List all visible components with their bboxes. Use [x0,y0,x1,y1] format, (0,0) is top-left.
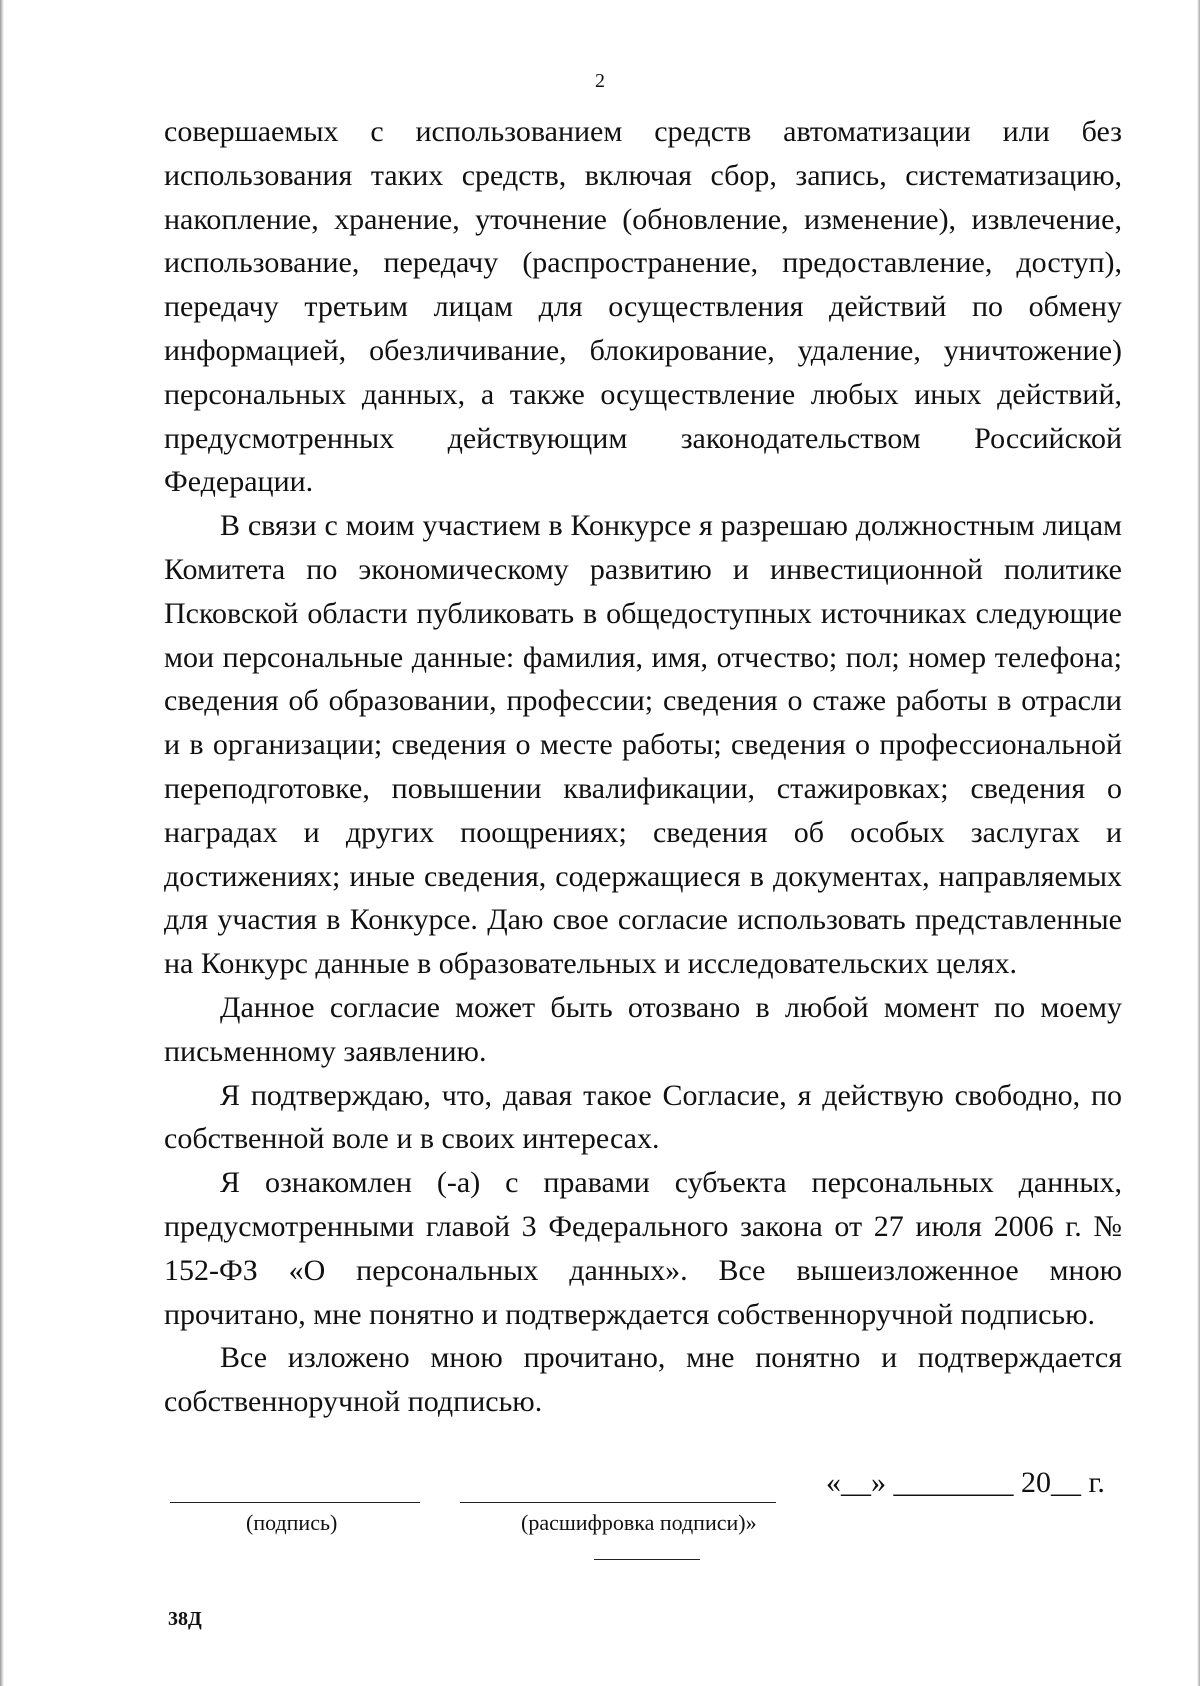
signature-caption: (подпись) [246,1510,338,1535]
paragraph-publication-consent: В связи с моим участием в Конкурсе я разрешаю должностным лицам Комитета по экономическому развитию и инвестиционной политике Псковской области публиковать в общедоступных источниках следующие мои персональные данные: фамилия, имя, отчество; пол; номер телефона; сведения об образовании, профессии; сведения о стаже работы в отрасли и в организации; сведения о месте работы; сведения о профессиональной переподготовке, повышении квалификации, стажировках; сведения о наградах и других поощрениях; сведения об особых заслугах и достижениях; иные сведения, содержащиеся в документах, направляемых для участия в Конкурсе. Даю свое согласие использовать представленные на Конкурс данные в образовательных и исследовательских целях. [164,509,1122,981]
signature-decode-caption: (расшифровка подписи)» [521,1510,757,1535]
scan-edge-left [0,0,4,1686]
end-rule [594,1559,700,1560]
signature-block [164,1462,1122,1582]
paragraph-revocation: Данное согласие может быть отозвано в любой момент по моему письменному заявлению. [164,990,1122,1068]
signature-line [170,1502,420,1503]
paragraph-continuation: совершаемых с использованием средств автоматизации или без использования таких средств, включая сбор, запись, систематизацию, накопление, хранение, уточнение (обновление, изменение), извлечение, использование, передачу (распространение, предоставление, доступ), передачу третьим лицам для осуществления действий по обмену информацией, обезличивание, блокирование, удаление, уничтожение) персональных данных, а также осуществление любых иных действий, предусмотренных действующим законодательством Российской Федерации. [164,115,1122,499]
page-number: 2 [595,70,605,92]
paragraph-confirmation: Все изложено мною прочитано, мне понятно и подтверждается собственноручной подписью. [164,1341,1122,1419]
paragraph-free-will: Я подтверждаю, что, давая такое Согласие, я действую свободно, по собственной воле и в своих интересах. [164,1078,1122,1156]
paragraph-rights-acknowledgement: Я ознакомлен (-а) с правами субъекта персональных данных, предусмотренными главой 3 Федерального закона от 27 июля 2006 г. № 152-ФЗ «О персональных данных». Все вышеизложенное мною прочитано, мне понятно и подтверждается собственноручной подписью. [164,1166,1122,1331]
signature-decode-line [460,1502,776,1503]
document-code: 38Д [168,1608,202,1630]
date-field: «__» ________ 20__ г. [826,1466,1105,1499]
document-body [164,110,1122,1424]
